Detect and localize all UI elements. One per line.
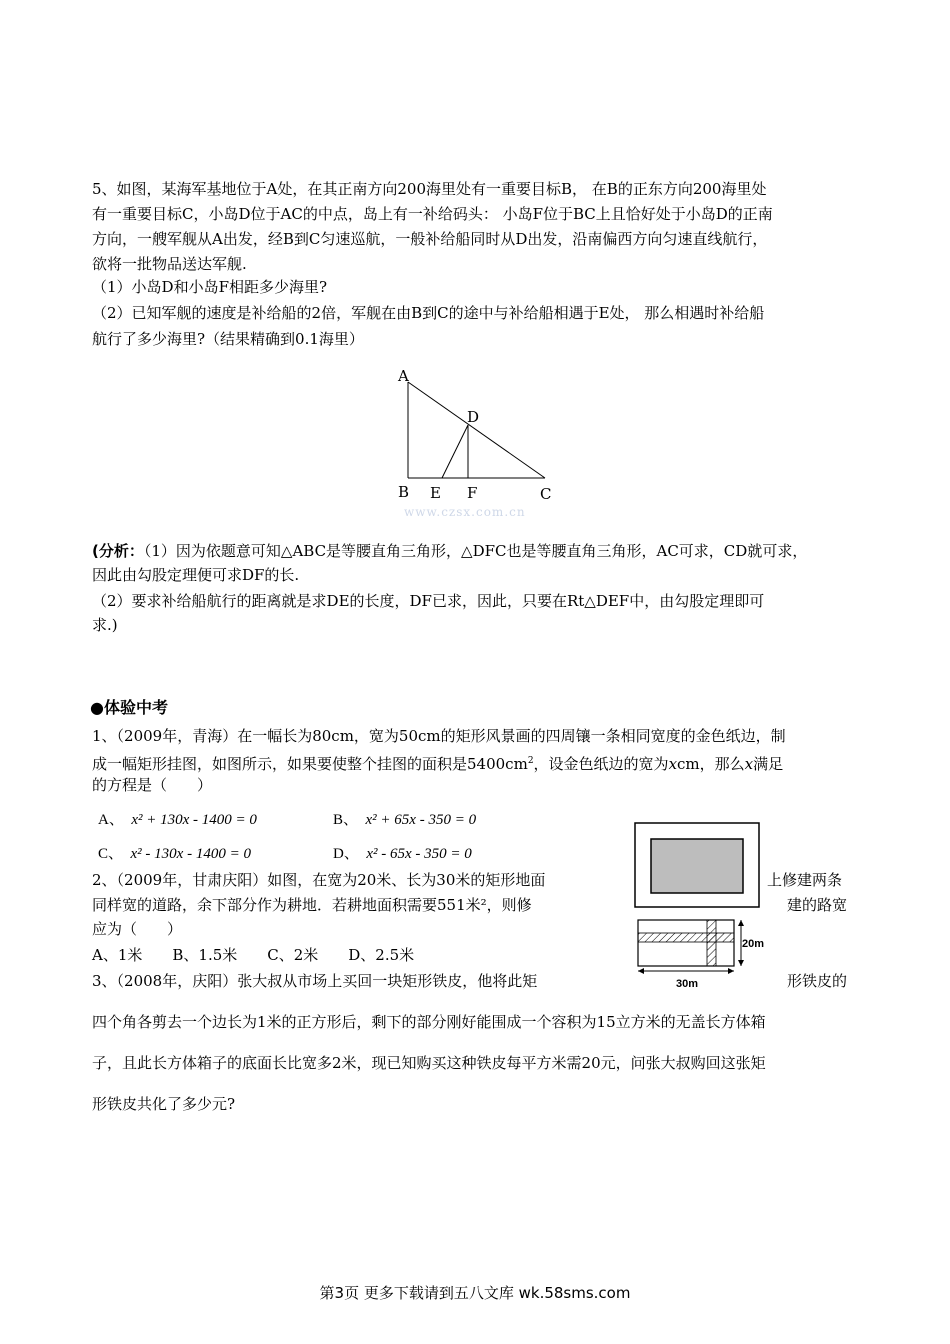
label-30m: 30m — [676, 978, 699, 990]
q2-line1b: 上修建两条 — [767, 871, 843, 889]
watermark: www.czsx.com.cn — [404, 505, 526, 519]
q2-line2a-wrap — [92, 894, 532, 916]
q1-line3: 的方程是（ ） — [92, 776, 213, 794]
label-a: A — [398, 367, 409, 385]
label-20m: 20m — [742, 938, 765, 950]
label-f: F — [467, 484, 478, 502]
option-c-eq: x² - 130x - 1400 = 0 — [130, 846, 251, 862]
problem5-q1: （1）小岛D和小岛F相距多少海里? — [92, 278, 328, 296]
analysis-line2: 因此由勾股定理便可求DF的长. — [92, 566, 300, 584]
q3-line2: 四个角各剪去一个边长为1米的正方形后，剩下的部分刚好能围成一个容积为15立方米的无盖长方体箱 — [92, 1013, 766, 1031]
q3-line4: 形铁皮共化了多少元? — [92, 1095, 236, 1113]
problem5-line1: 5、如图，某海军基地位于A处，在其正南方向200海里处有一重要目标B， 在B的正东方向200海里处 — [92, 180, 767, 198]
q2-line3: 应为（ ） — [92, 920, 183, 938]
page-footer: 第3页 更多下载请到五八文库 wk.58sms.com — [319, 1284, 631, 1302]
label-d: D — [467, 408, 480, 426]
analysis-line4: 求.) — [92, 616, 118, 634]
option-d-label: D、 — [333, 846, 359, 862]
option-a — [98, 808, 257, 829]
q3-line3: 子，且此长方体箱子的底面长比宽多2米，现已知购买这种铁皮每平方米需20元，问张大叔购回这张矩 — [92, 1054, 766, 1072]
analysis-prefix: (分析： — [92, 542, 144, 560]
q1-line1: 1、（2009年，青海）在一幅长为80cm，宽为50cm的矩形风景画的四周镶一条相同宽度的金色纸边，制 — [92, 727, 786, 745]
q1-var-x2: x — [744, 755, 754, 773]
framed-picture-figure — [634, 822, 760, 908]
analysis-line1 — [92, 540, 807, 562]
q2-line1a: 2、（2009年，甘肃庆阳）如图，在宽为20米、长为30米的矩形地面 — [92, 871, 546, 889]
label-c: C — [540, 485, 552, 503]
q2-line2b: ²，则修 — [480, 896, 532, 914]
option-a-label: A、 — [98, 812, 124, 828]
q2-line2c: 建的路宽 — [787, 896, 848, 914]
problem5-q2b: 航行了多少海里?（结果精确到0.1海里） — [92, 330, 364, 348]
analysis-text1: （1）因为依题意可知△ABC是等腰直角三角形，△DFC也是等腰直角三角形，AC可求，CD就可求， — [143, 542, 808, 560]
q2-options: A、1米 B、1.5米 C、2米 D、2.5米 — [92, 946, 415, 964]
problem5-q2a: （2）已知军舰的速度是补给船的2倍，军舰在由B到C的途中与补给船相遇于E处， 那么相遇时补给船 — [92, 304, 765, 322]
q1-line2d: 满足 — [753, 755, 784, 773]
problem5-line3: 方向，一艘军舰从A出发，经B到C匀速巡航，一般补给船同时从D出发，沿南偏西方向匀速直线航行， — [92, 230, 768, 248]
analysis-line3: （2）要求补给船航行的距离就是求DE的长度，DF已求，因此，只要在Rt△DEF中，由勾股定理即可 — [92, 592, 765, 610]
q1-line2a: 成一幅矩形挂图，如图所示，如果要使整个挂图的面积是5400cm — [92, 755, 528, 773]
option-d — [333, 842, 472, 863]
q1-sup: 2 — [527, 756, 534, 766]
q1-line2 — [92, 750, 783, 775]
label-b: B — [398, 483, 410, 501]
section-title: ●体验中考 — [90, 698, 168, 717]
option-c — [98, 842, 251, 863]
option-c-label: C、 — [98, 846, 124, 862]
option-d-eq: x² - 65x - 350 = 0 — [366, 846, 472, 862]
q3-line1b: 形铁皮的 — [787, 972, 848, 990]
q1-line2b: ，设金色纸边的宽为 — [533, 755, 669, 773]
q3-line1a: 3、（2008年，庆阳）张大叔从市场上买回一块矩形铁皮，他将此矩 — [92, 972, 538, 990]
q1-line2c: cm，那么 — [677, 755, 745, 773]
option-b — [333, 808, 476, 829]
option-b-eq: x² + 65x - 350 = 0 — [365, 812, 477, 828]
option-a-eq: x² + 130x - 1400 = 0 — [131, 812, 257, 828]
q2-line2a: 同样宽的道路，余下部分作为耕地．若耕地面积需要551米 — [92, 896, 481, 914]
problem5-line2: 有一重要目标C，小岛D位于AC的中点，岛上有一补给码头： 小岛F位于BC上且恰好处于小岛D的正南 — [92, 205, 773, 223]
problem5-line4: 欲将一批物品送达军舰. — [92, 255, 247, 273]
q1-var-x: x — [668, 755, 678, 773]
option-b-label: B、 — [333, 812, 359, 828]
label-e: E — [430, 484, 441, 502]
